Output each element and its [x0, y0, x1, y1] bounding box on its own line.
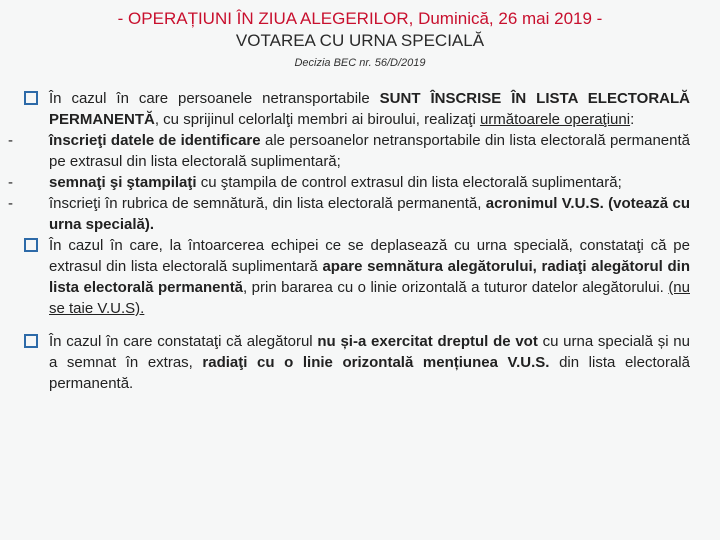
decision-reference: Decizia BEC nr. 56/D/2019 — [294, 57, 426, 69]
dash-bullet-icon: - — [8, 195, 13, 212]
checkbox-bullet-icon — [24, 91, 38, 105]
title-line-1: - OPERAȚIUNI ÎN ZIUA ALEGERILOR, Duminică, 26 mai 2019 - — [117, 9, 603, 28]
instructions-body — [8, 88, 691, 394]
checkbox-bullet-icon — [24, 334, 38, 348]
page-title — [0, 8, 720, 52]
list-item: În cazul în care constataţi că alegătorul nu și-a exercitat dreptul de vot cu urna specială și nu a semnat în extras, radiaţi cu o linie orizontală mențiunea V.U.S. din lista electorală permanentă. — [24, 331, 690, 394]
list-item: - înscrieţi datele de identificare ale persoanelor netransportabile din lista electorală permanentă pe extrasul din lista electorală suplimentară; — [8, 132, 690, 170]
checkbox-bullet-icon — [24, 238, 38, 252]
dash-bullet-icon: - — [8, 174, 13, 191]
list-item: - înscrieţi în rubrica de semnătură, din lista electorală permanentă, acronimul V.U.S. (votează cu urna specială). — [8, 195, 690, 233]
dash-bullet-icon: - — [8, 132, 13, 149]
list-item: În cazul în care, la întoarcerea echipei ce se deplasează cu urna specială, constataţi că pe extrasul din lista electorală suplimentară apare semnătura alegătorului, radiaţi alegătorul din lista electorală permanentă, prin bararea cu o linie orizontală a tuturor datelor alegătorului. (nu se taie V.U.S). — [24, 235, 690, 319]
list-item: - semnaţi şi ştampilaţi cu ştampila de control extrasul din lista electorală suplimentară; — [8, 174, 622, 191]
title-line-2: VOTAREA CU URNA SPECIALĂ — [235, 31, 485, 50]
list-item: În cazul în care persoanele netransportabile SUNT ÎNSCRISE ÎN LISTA ELECTORALĂ PERMANENTĂ, cu sprijinul celorlalţi membri ai biroului, realizaţi următoarele operaţiuni: — [24, 88, 690, 130]
